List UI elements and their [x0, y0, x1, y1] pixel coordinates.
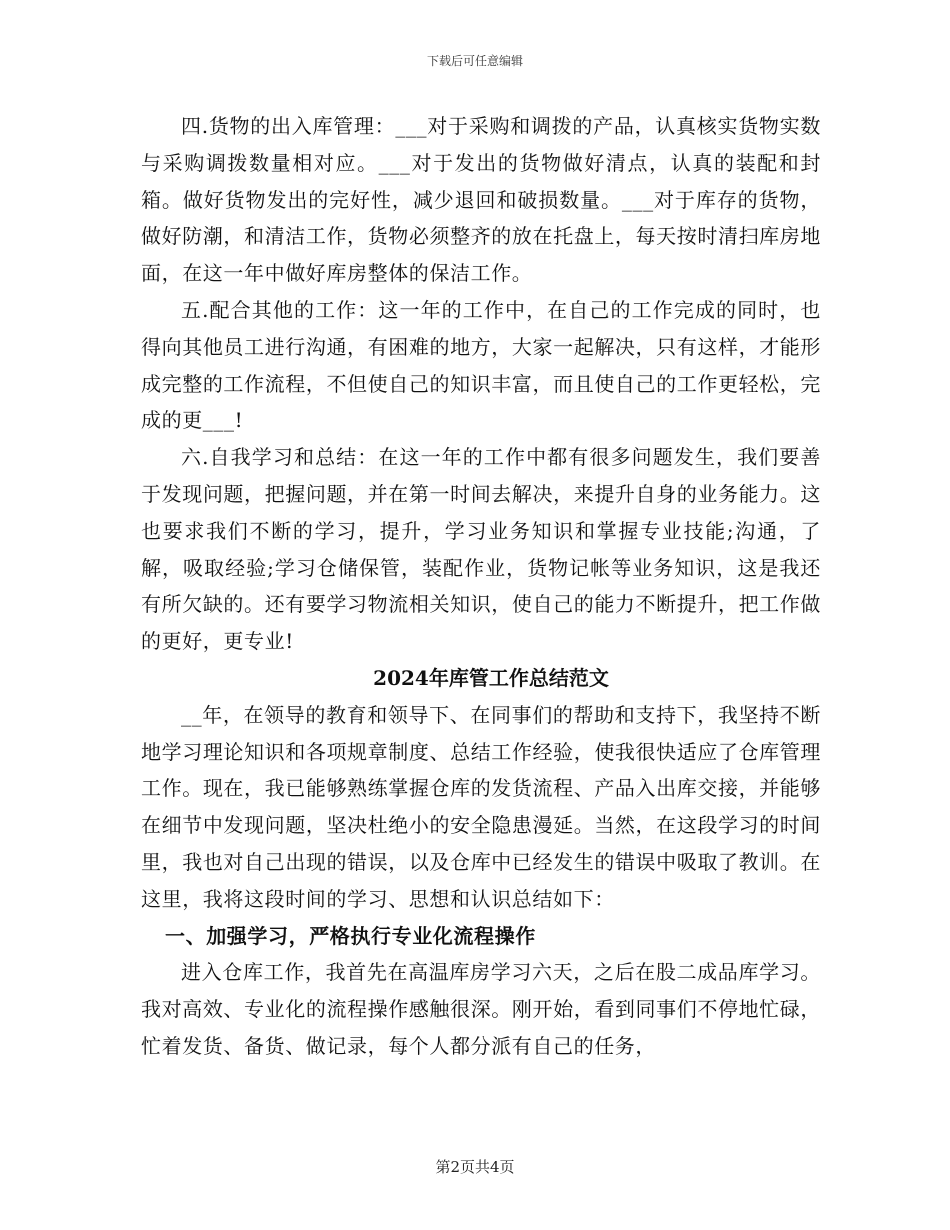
- paragraph-intro: __年，在领导的教育和领导下、在同事们的帮助和支持下，我坚持不断地学习理论知识和各项规章制度、总结工作经验，使我很快适应了仓库管理工作。现在，我已能够熟练掌握仓库的发货流程、产品入出库交接，并能够在细节中发现问题，坚决杜绝小的安全隐患漫延。当然，在这段学习的时间里，我也对自己出现的错误，以及仓库中已经发生的错误中吸取了教训。在这里，我将这段时间的学习、思想和认识总结如下：: [141, 702, 821, 911]
- document-title: 2024年库管工作总结范文: [373, 665, 609, 690]
- section-heading: 一、加强学习，严格执行专业化流程操作: [165, 923, 536, 948]
- paragraph-cooperation: 五.配合其他的工作：这一年的工作中，在自己的工作完成的同时，也得向其他员工进行沟通，有困难的地方，大家一起解决，只有这样，才能形成完整的工作流程，不但使自己的知识丰富，而且使自己的工作更轻松，完成的更___!: [141, 297, 821, 433]
- page-footer: 第2页共4页: [435, 1158, 515, 1176]
- page-header: 下载后可任意编辑: [426, 54, 523, 68]
- paragraph-self-study: 六.自我学习和总结：在这一年的工作中都有很多问题发生，我们要善于发现问题，把握问题，并在第一时间去解决，来提升自身的业务能力。这也要求我们不断的学习，提升，学习业务知识和掌握专业技能;沟通，了解，吸取经验;学习仓储保管，装配作业，货物记帐等业务知识，这是我还有所欠缺的。还有要学习物流相关知识，使自己的能力不断提升，把工作做的更好，更专业!: [141, 445, 821, 654]
- paragraph-warehouse-work: 进入仓库工作，我首先在高温库房学习六天，之后在股二成品库学习。我对高效、专业化的流程操作感触很深。刚开始，看到同事们不停地忙碌，忙着发货、备货、做记录，每个人都分派有自己的任务，: [141, 960, 821, 1058]
- paragraph-inventory-management: 四.货物的出入库管理：___对于采购和调拨的产品，认真核实货物实数与采购调拨数量相对应。___对于发出的货物做好清点，认真的装配和封箱。做好货物发出的完好性，减少退回和破损数量。___对于库存的货物，做好防潮，和清洁工作，货物必须整齐的放在托盘上，每天按时清扫库房地面，在这一年中做好库房整体的保洁工作。: [141, 114, 821, 286]
- document-body: [141, 108, 821, 1065]
